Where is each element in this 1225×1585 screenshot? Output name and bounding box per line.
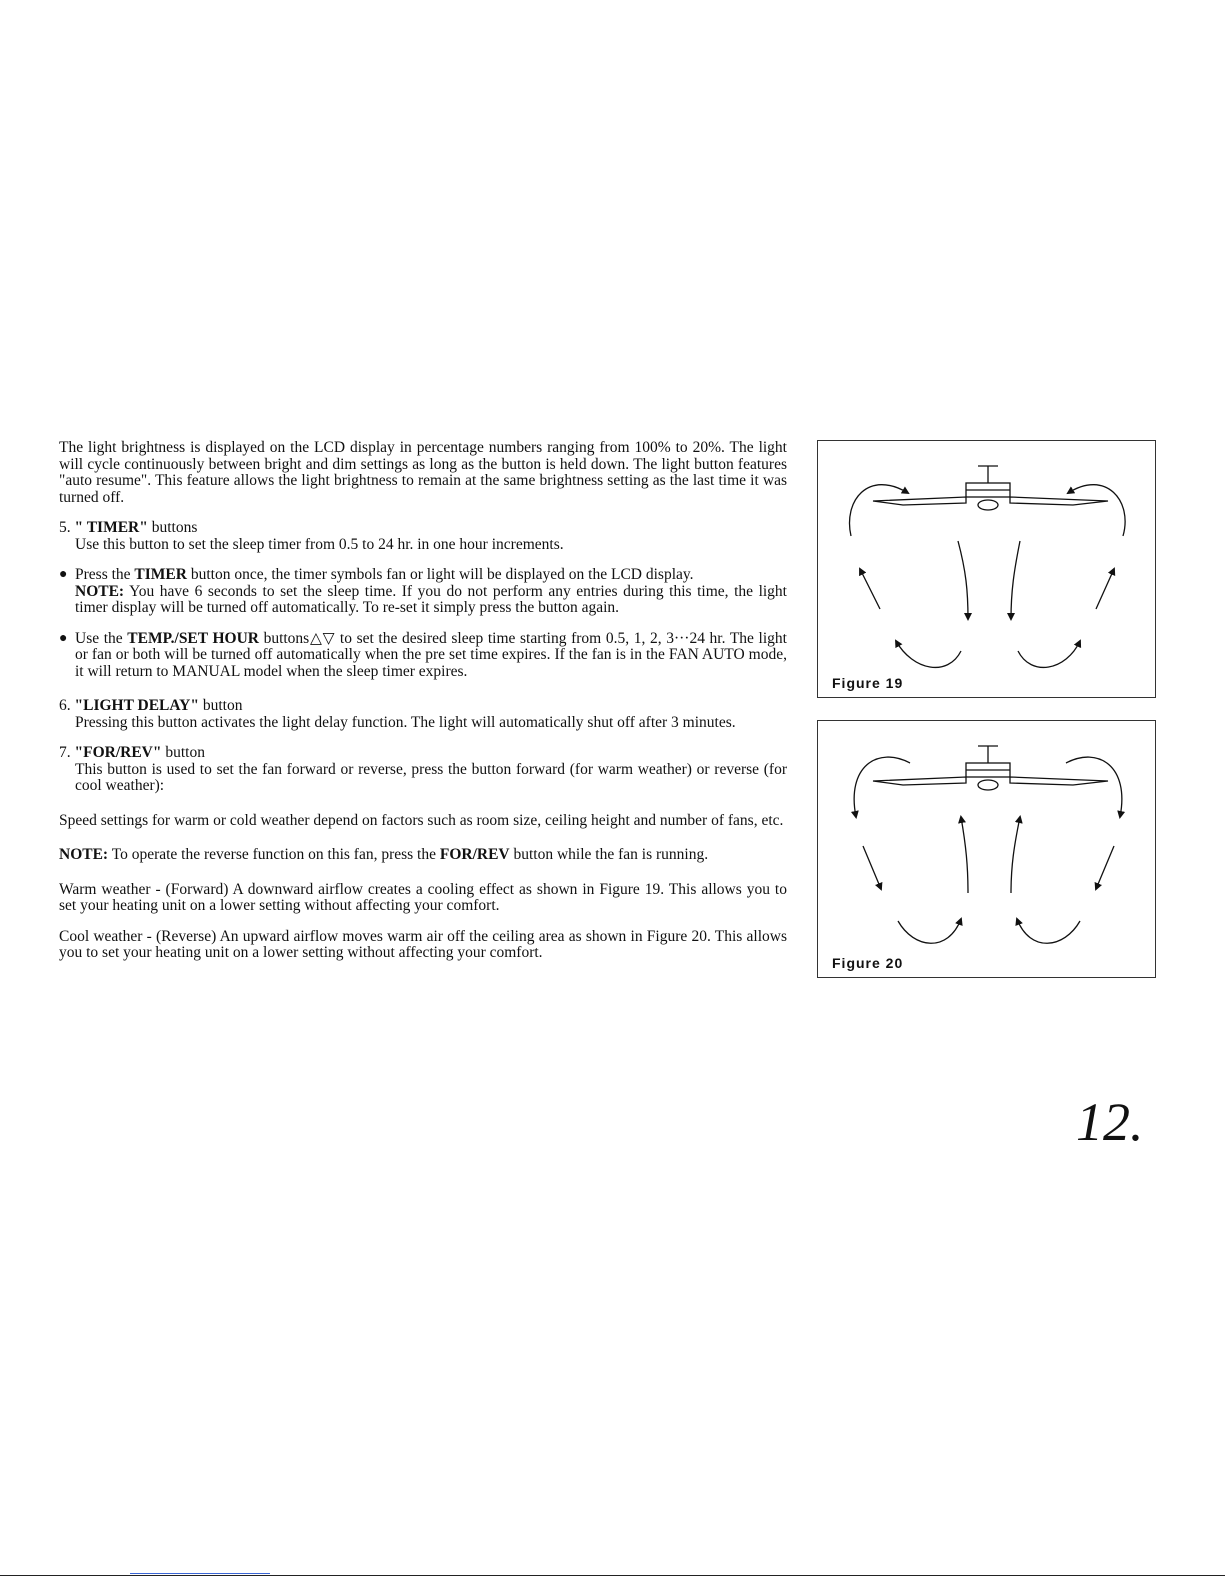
reverse-note-pre: To operate the reverse function on this fan, press the (108, 846, 440, 863)
bullet1-post: button once, the timer symbols fan or light will be displayed on the LCD display. (186, 566, 694, 583)
figure-20-caption: Figure 20 (832, 955, 904, 971)
light-brightness-paragraph: The light brightness is displayed on the LCD display in percentage numbers ranging from 100% to 20%. The light will cycle continuously between bright and dim settings as long as the button is held down. The light button features "auto resume". This feature allows the light brightness to remain at the same brightness setting as the last time it was turned off. (59, 439, 787, 506)
timer-bullet-1 (59, 567, 787, 617)
footer-link-underline (130, 1573, 270, 1574)
timer-title: " TIMER" (74, 519, 148, 536)
for-rev-title: "FOR/REV" (74, 744, 162, 761)
bullet2-pre: Use the (75, 629, 128, 647)
timer-note-label: NOTE: (75, 582, 125, 600)
up-down-triangle-icon: △▽ (309, 629, 336, 647)
timer-number: 5. (59, 519, 75, 536)
light-delay-description: Pressing this button activates the light delay function. The light will automatically shut off after 3 minutes. (75, 713, 736, 731)
speed-settings-paragraph: Speed settings for warm or cold weather depend on factors such as room size, ceiling height and number of fans, etc. (59, 811, 784, 829)
timer-description: Use this button to set the sleep timer from 0.5 to 24 hr. in one hour increments. (75, 535, 564, 553)
bullet2-post: buttons (258, 629, 310, 647)
bullet-dot-icon: ● (59, 567, 68, 582)
page-number: 12. (1076, 1092, 1144, 1152)
light-delay-title: "LIGHT DELAY" (74, 697, 199, 714)
ceiling-fan-upward-airflow-diagram (818, 721, 1157, 979)
timer-suffix: buttons (147, 519, 198, 536)
reverse-note-post: button while the fan is running. (509, 846, 709, 863)
bullet1-pre: Press the (75, 566, 135, 583)
timer-note (75, 584, 787, 617)
reverse-note (59, 847, 787, 864)
bullet2-bold: TEMP./SET HOUR (127, 629, 259, 647)
for-rev-suffix: button (161, 744, 205, 761)
timer-heading (59, 520, 787, 537)
timer-bullet-2 (59, 631, 787, 681)
timer-note-text: You have 6 seconds to set the sleep time. If you do not perform any entries during this time, the light timer display will be turned off automatically. To re-set it simply press the button again. (75, 582, 787, 616)
for-rev-heading (59, 745, 787, 762)
reverse-note-bold: FOR/REV (439, 846, 510, 863)
light-delay-heading (59, 698, 787, 715)
manual-text-column (59, 440, 787, 962)
warm-weather-paragraph: Warm weather - (Forward) A downward airflow creates a cooling effect as shown in Figure 19. This allows you to set your heating unit on a lower setting without affecting your comfort. (59, 880, 787, 914)
figure-19 (817, 440, 1156, 698)
for-rev-description: This button is used to set the fan forward or reverse, press the button forward (for warm weather) or reverse (for cool weather): (75, 760, 787, 794)
light-delay-suffix: button (198, 697, 243, 714)
cool-weather-paragraph: Cool weather - (Reverse) An upward airflow moves warm air off the ceiling area as shown in Figure 20. This allows you to set your heating unit on a lower setting without affecting your comfort. (59, 927, 787, 961)
figure-20 (817, 720, 1156, 978)
ceiling-fan-downward-airflow-diagram (818, 441, 1157, 699)
light-delay-number: 6. (59, 697, 75, 714)
footer-divider (0, 1575, 1225, 1576)
figure-19-caption: Figure 19 (832, 675, 904, 691)
bullet-dot-icon: ● (59, 630, 68, 646)
bullet1-bold: TIMER (134, 566, 187, 583)
for-rev-number: 7. (59, 744, 75, 761)
reverse-note-label: NOTE: (59, 846, 109, 863)
bullet2-rest: to set the desired sleep time starting from 0.5, 1, 2, 3···24 hr. The light or fan or both will be turned off automatically when the pre set time expires. If the fan is in the FAN AUTO mode, it will return to MANUAL model when the sleep timer expires. (75, 629, 787, 680)
